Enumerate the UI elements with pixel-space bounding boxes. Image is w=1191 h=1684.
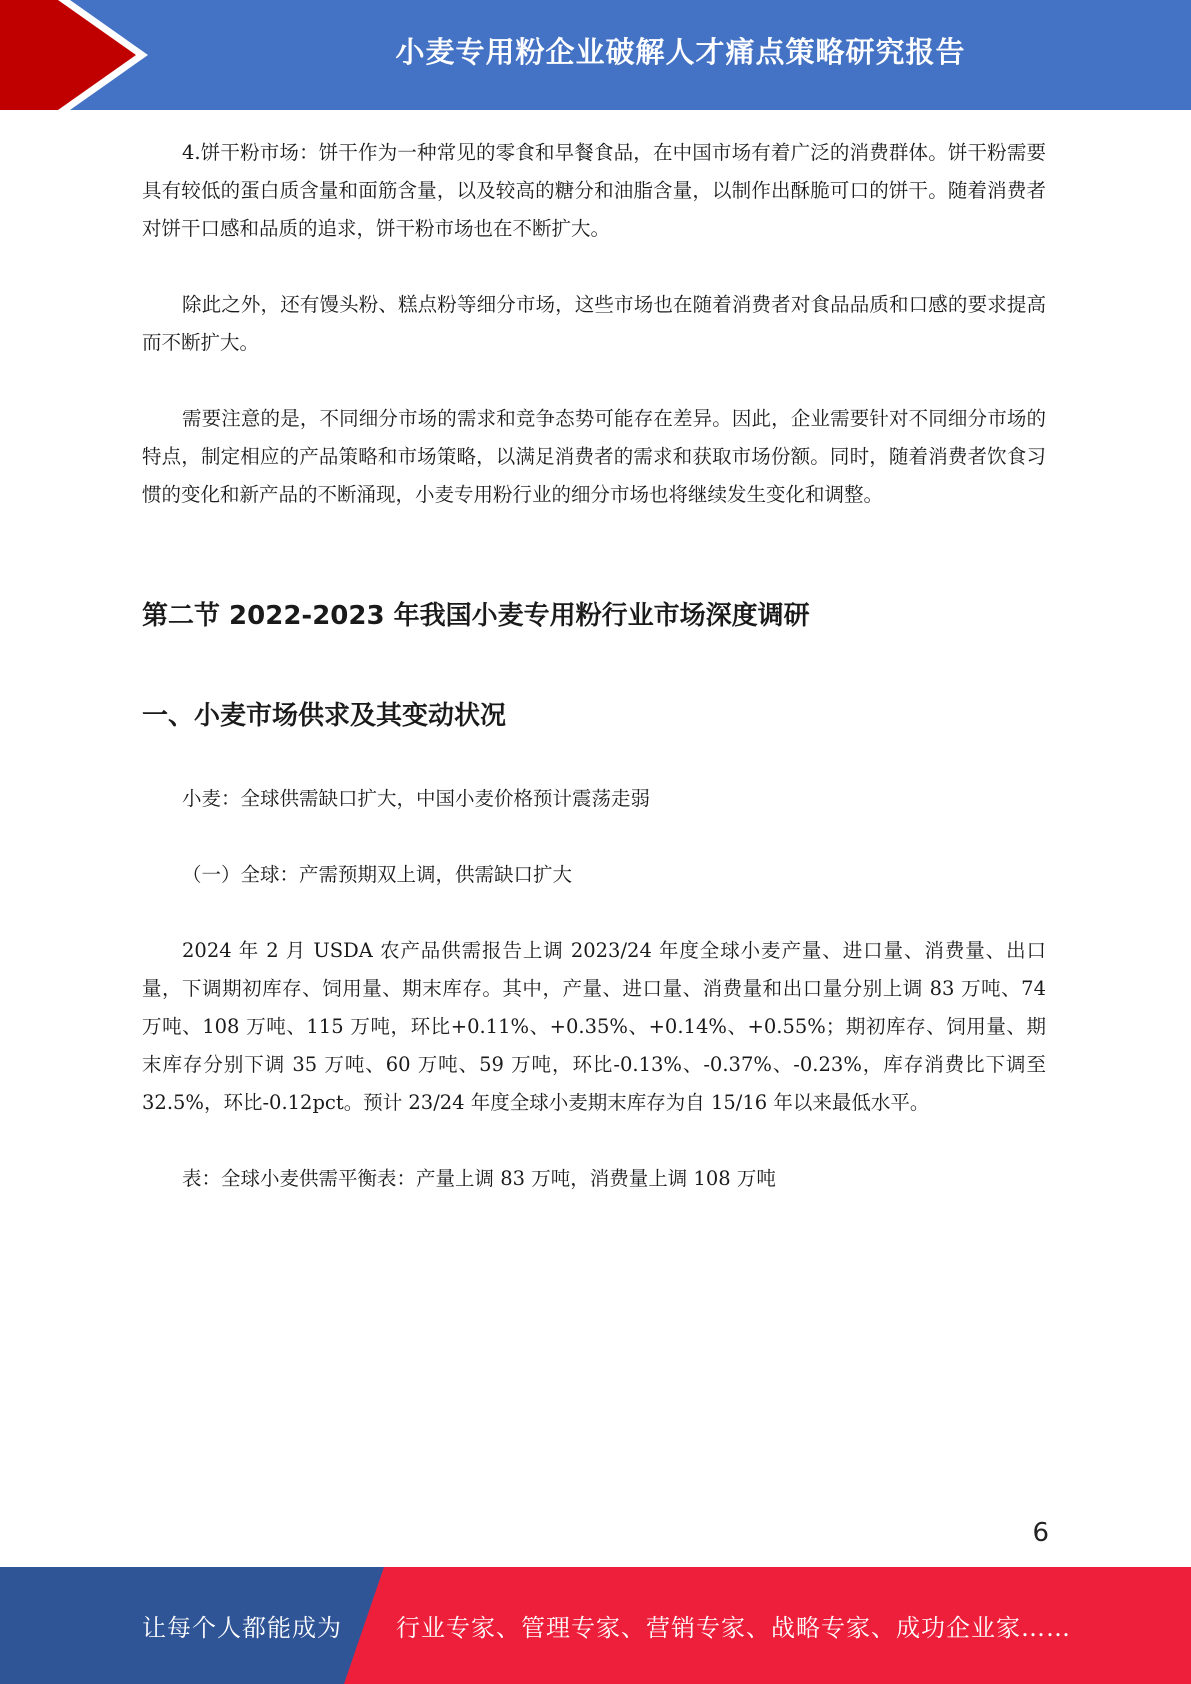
section-heading: 第二节 2022-2023 年我国小麦专用粉行业市场深度调研 xyxy=(142,601,810,631)
footer-slogan-right: 行业专家、管理专家、营销专家、战略专家、成功企业家…… xyxy=(396,1614,1071,1642)
page-number: 6 xyxy=(1032,1518,1049,1548)
report-title: 小麦专用粉企业破解人才痛点策略研究报告 xyxy=(395,34,966,69)
table-caption: 表：全球小麦供需平衡表：产量上调 83 万吨，消费量上调 108 万吨 xyxy=(182,1167,776,1190)
subsection-heading: 一、小麦市场供求及其变动状况 xyxy=(142,701,507,731)
header-chevron-decoration xyxy=(0,0,160,110)
report-header xyxy=(0,0,1191,110)
paragraph-biscuit-flour: 4.饼干粉市场：饼干作为一种常见的零食和早餐食品，在中国市场有着广泛的消费群体。饼干粉需要具有较低的蛋白质含量和面筋含量，以及较高的糖分和油脂含量，以制作出酥脆可口的饼干。随着消费者对饼干口感和品质的追求，饼干粉市场也在不断扩大。 xyxy=(142,141,1046,240)
paragraph-usda-report: 2024 年 2 月 USDA 农产品供需报告上调 2023/24 年度全球小麦产量、进口量、消费量、出口量，下调期初库存、饲用量、期末库存。其中，产量、进口量、消费量和出口量分别上调 83 万吨、74 万吨、108 万吨、115 万吨，环比+0.11%、+0.35%、+0.14%、+0.55%；期初库存、饲用量、期末库存分别下调 35 万吨、60 万吨、59 万吨，环比-0.13%、-0.37%、-0.23%，库存消费比下调至32.5%，环比-0.12pct。预计 23/24 年度全球小麦期末库存为自 15/16 年以来最低水平。 xyxy=(142,939,1046,1114)
paragraph-segment-note: 需要注意的是，不同细分市场的需求和竞争态势可能存在差异。因此，企业需要针对不同细分市场的特点，制定相应的产品策略和市场策略，以满足消费者的需求和获取市场份额。同时，随着消费者饮食习惯的变化和新产品的不断涌现，小麦专用粉行业的细分市场也将继续发生变化和调整。 xyxy=(142,407,1046,506)
paragraph-global-heading: （一）全球：产需预期双上调，供需缺口扩大 xyxy=(182,863,573,886)
footer-slogan-left: 让每个人都能成为 xyxy=(142,1614,342,1642)
document-body xyxy=(142,134,1046,1198)
paragraph-wheat-summary: 小麦：全球供需缺口扩大，中国小麦价格预计震荡走弱 xyxy=(182,787,651,810)
report-footer xyxy=(0,1567,1191,1684)
paragraph-other-segments: 除此之外，还有馒头粉、糕点粉等细分市场，这些市场也在随着消费者对食品品质和口感的要求提高而不断扩大。 xyxy=(142,293,1046,354)
